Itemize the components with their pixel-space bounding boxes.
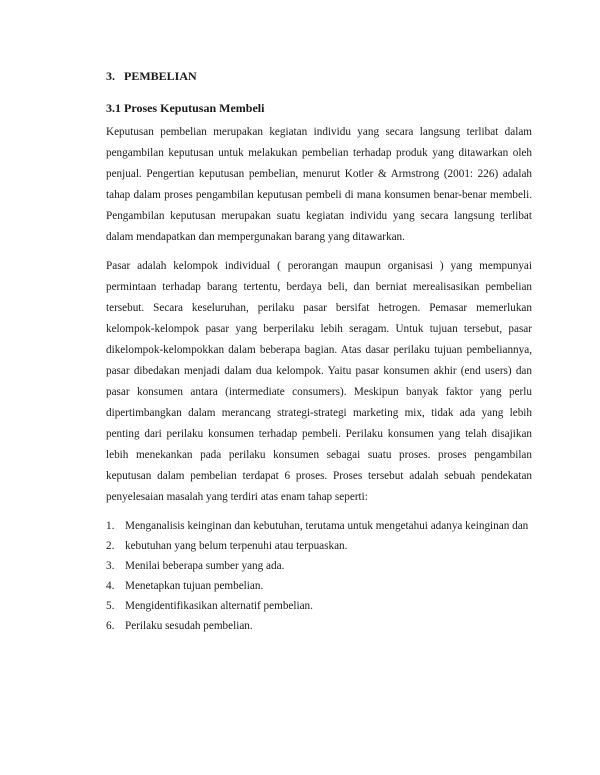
list-item-number: 4. bbox=[106, 580, 115, 592]
paragraph-keputusan-pembelian: Keputusan pembelian merupakan kegiatan individu yang secara langsung terlibat dalam pengambilan keputusan untuk melakukan pembelian terhadap produk yang ditawarkan oleh penjual. Pengertian keputusan pembelian, menurut Kotler & Armstrong (2001: 226) adalah tahap dalam proses pengambilan keputusan pembeli di mana konsumen benar-benar membeli. Pengambilan keputusan merupakan suatu kegiatan individu yang secara langsung terlibat dalam mendapatkan dan mempergunakan barang yang ditawarkan. bbox=[106, 126, 532, 243]
list-item bbox=[106, 516, 532, 536]
list-item bbox=[106, 536, 532, 556]
list-item bbox=[106, 576, 532, 596]
list-item-number: 3. bbox=[106, 560, 115, 572]
list-item-number: 1. bbox=[106, 520, 115, 532]
subsection-heading: 3.1 Proses Keputusan Membeli bbox=[106, 101, 265, 115]
list-item bbox=[106, 616, 532, 636]
list-item-text: Menetapkan tujuan pembelian. bbox=[125, 580, 264, 592]
paragraph-pasar: Pasar adalah kelompok individual ( perorangan maupun organisasi ) yang mempunyai permintaan terhadap barang tertentu, berdaya beli, dan berniat merealisasikan pembelian tersebut. Secara keseluruhan, perilaku pasar bersifat hetrogen. Pemasar memerlukan kelompok-kelompok pasar yang berperilaku lebih seragam. Untuk tujuan tersebut, pasar dikelompok-kelompokkan dalam beberapa bagian. Atas dasar perilaku tujuan pembeliannya, pasar dibedakan menjadi dalam dua kelompok. Yaitu pasar konsumen akhir (end users) dan pasar konsumen antara (intermediate consumers). Meskipun banyak faktor yang perlu dipertimbangkan dalam merancang strategi-strategi marketing mix, tidak ada yang lebih penting dari perilaku konsumen terhadap pembeli. Perilaku konsumen yang telah disajikan lebih menekankan pada perilaku konsumen sebagai suatu proses. proses pengambilan keputusan dalam pembelian terdapat 6 proses. Proses tersebut adalah sebuah pendekatan penyelesaian masalah yang terdiri atas enam tahap seperti: bbox=[106, 260, 532, 503]
section-heading bbox=[106, 68, 532, 84]
list-item-text: Perilaku sesudah pembelian. bbox=[125, 620, 253, 632]
list-item-text: kebutuhan yang belum terpenuhi atau terpuaskan. bbox=[125, 540, 348, 552]
section-title: PEMBELIAN bbox=[124, 69, 197, 83]
list-item bbox=[106, 556, 532, 576]
steps-list bbox=[106, 516, 532, 636]
list-item-text: Menganalisis keinginan dan kebutuhan, terutama untuk mengetahui adanya keinginan dan bbox=[125, 520, 529, 532]
list-item-text: Mengidentifikasikan alternatif pembelian. bbox=[125, 600, 313, 612]
list-item-text: Menilai beberapa sumber yang ada. bbox=[125, 560, 285, 572]
list-item-number: 2. bbox=[106, 540, 115, 552]
list-item bbox=[106, 596, 532, 616]
document-page bbox=[106, 68, 532, 636]
list-item-number: 5. bbox=[106, 600, 115, 612]
section-number: 3. bbox=[106, 69, 115, 83]
list-item-number: 6. bbox=[106, 620, 115, 632]
